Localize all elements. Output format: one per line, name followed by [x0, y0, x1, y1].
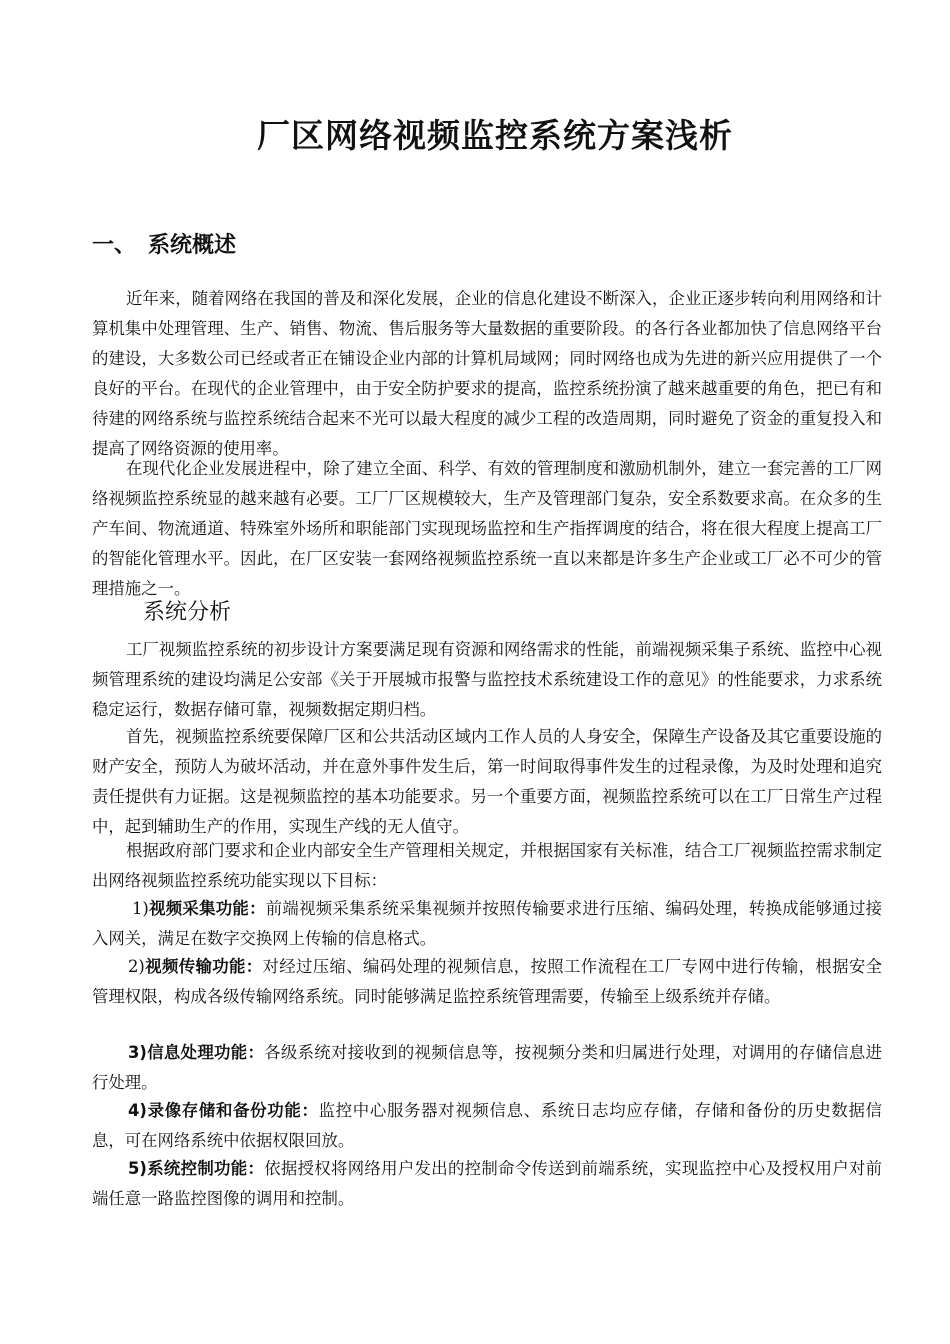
- paragraph: 近年来，随着网络在我国的普及和深化发展，企业的信息化建设不断深入，企业正逐步转向利用网络和计算机集中处理管理、生产、销售、物流、售后服务等大量数据的重要阶段。的各行各业都加快了信息网络平台的建设，大多数公司已经或者正在铺设企业内部的计算机局域网；同时网络也成为先进的新兴应用提供了一个良好的平台。在现代的企业管理中，由于安全防护要求的提高，监控系统扮演了越来越重要的角色，把已有和待建的网络系统与监控系统结合起来不光可以最大程度的减少工程的改造周期，同时避免了资金的重复投入和提高了网络资源的使用率。: [92, 289, 882, 458]
- function-name: 视频传输功能: [144, 957, 246, 976]
- function-colon: ：: [249, 899, 266, 918]
- function-name: 信息处理功能: [146, 1043, 248, 1062]
- function-number: 3): [128, 1043, 147, 1062]
- function-number: 1): [132, 899, 149, 918]
- function-colon: ：: [247, 1043, 265, 1062]
- function-number: 4): [128, 1101, 147, 1120]
- function-description: 监控中心服务器对视频信息、系统日志均应存储，存储和备份的历史数据信息，可在网络系统中依据权限回放。: [92, 1101, 883, 1150]
- section-title: 系统概述: [148, 233, 237, 258]
- paragraph: 工厂视频监控系统的初步设计方案要满足现有资源和网络需求的性能，前端视频采集子系统、监控中心视频管理系统的建设均满足公安部《关于开展城市报警与监控技术系统建设工作的意见》的性能要求，力求系统稳定运行，数据存储可靠，视频数据定期归档。: [92, 640, 882, 719]
- document-title: 厂区网络视频监控系统方案浅析: [257, 116, 733, 155]
- function-colon: ：: [247, 1159, 265, 1178]
- section-heading-overview: [92, 228, 236, 264]
- function-description: 各级系统对接收到的视频信息等，按视频分类和归属进行处理，对调用的存储信息进行处理。: [92, 1043, 883, 1092]
- function-colon: ：: [245, 957, 263, 976]
- function-item: [92, 1154, 882, 1214]
- function-number: 2): [128, 957, 145, 976]
- paragraph: 根据政府部门要求和企业内部安全生产管理相关规定，并根据国家有关标准，结合工厂视频监控需求制定出网络视频监控系统功能实现以下目标：: [92, 841, 882, 890]
- function-number: 5): [128, 1159, 147, 1178]
- function-description: 前端视频采集系统采集视频并按照传输要求进行压缩、编码处理，转换成能够通过接入网关，满足在数字交换网上传输的信息格式。: [92, 899, 883, 948]
- function-description: 对经过压缩、编码处理的视频信息，按照工作流程在工厂专网中进行传输，根据安全管理权限，构成各级传输网络系统。同时能够满足监控系统管理需要，传输至上级系统并存储。: [92, 957, 883, 1006]
- section-number: 一、: [92, 233, 137, 258]
- function-name: 系统控制功能: [146, 1159, 248, 1178]
- function-name: 录像存储和备份功能: [146, 1101, 302, 1120]
- paragraph: 在现代化企业发展进程中，除了建立全面、科学、有效的管理制度和激励机制外，建立一套完善的工厂网络视频监控系统显的越来越有必要。工厂厂区规模较大，生产及管理部门复杂，安全系数要求高。在众多的生产车间、物流通道、特殊室外场所和职能部门实现现场监控和生产指挥调度的结合，将在很大程度上提高工厂的智能化管理水平。因此，在厂区安装一套网络视频监控系统一直以来都是许多生产企业或工厂必不可少的管理措施之一。: [92, 459, 882, 598]
- function-item: [92, 894, 882, 954]
- function-colon: ：: [301, 1101, 319, 1120]
- function-item: [92, 952, 882, 1012]
- function-name: 视频采集功能: [148, 899, 250, 918]
- paragraph: 首先，视频监控系统要保障厂区和公共活动区域内工作人员的人身安全，保障生产设备及其它重要设施的财产安全，预防人为破坏活动，并在意外事件发生后，第一时间取得事件发生的过程录像，为及时处理和追究责任提供有力证据。这是视频监控的基本功能要求。另一个重要方面，视频监控系统可以在工厂日常生产过程中，起到辅助生产的作用，实现生产线的无人值守。: [92, 727, 882, 836]
- function-description: 依据授权将网络用户发出的控制命令传送到前端系统，实现监控中心及授权用户对前端任意一路监控图像的调用和控制。: [92, 1159, 883, 1208]
- section-heading-analysis: 系统分析: [143, 600, 232, 625]
- function-item: [92, 1096, 882, 1156]
- function-item: [92, 1038, 882, 1098]
